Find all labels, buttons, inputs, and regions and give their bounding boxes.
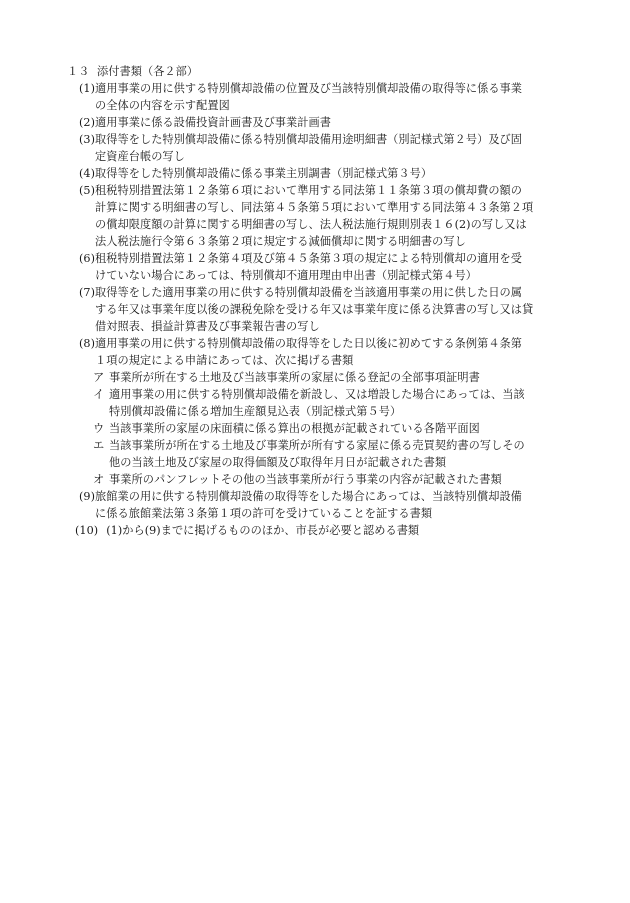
- item-text-line: 租税特別措置法第１２条第６項において準用する同法第１１条第３項の償却費の額の: [95, 184, 523, 197]
- item-text-line: の全体の内容を示す配置図: [95, 99, 230, 112]
- item-text-line: 取得等をした特別償却設備に係る特別償却設備用途明細書（別記様式第２号）及び固: [95, 133, 523, 146]
- sub-item-text-line: 他の当該土地及び家屋の取得価額及び取得年月日が記載された書類: [109, 456, 447, 469]
- item-text-line: 定資産台帳の写し: [95, 150, 185, 163]
- sub-item: [67, 420, 587, 437]
- item-number: (4): [79, 167, 95, 180]
- section-heading: 添付書類（各２部）: [97, 65, 199, 78]
- item-text-line: に係る旅館業法第３条第１項の許可を受けていることを証する書類: [95, 507, 433, 520]
- sub-item-text-line: 当該事業所が所在する土地及び事業所が所有する家屋に係る売買契約書の写しその: [109, 439, 525, 452]
- list-item: [67, 182, 587, 250]
- list-item: [67, 522, 587, 539]
- item-text-line: する年又は事業年度以後の課税免除を受ける年又は事業年度に係る決算書の写し又は貸: [95, 303, 534, 316]
- list-item: [67, 165, 587, 182]
- item-text-line: 租税特別措置法第１２条第４項及び第４５条第３項の規定による特別償却の適用を受: [95, 252, 523, 265]
- item-text-line: 計算に関する明細書の写し、同法第４５条第５項において準用する同法第４３条第２項: [95, 201, 534, 214]
- sub-item-marker: ア: [93, 371, 105, 384]
- sub-item: [67, 386, 587, 420]
- item-text-line: (1)から(9)までに掲げるもののほか、市長が必要と認める書類: [95, 524, 420, 537]
- item-number: (7): [79, 286, 95, 299]
- list-item: [67, 80, 587, 114]
- sub-item: [67, 437, 587, 471]
- item-text-line: １項の規定による申請にあっては、次に掲げる書類: [95, 354, 354, 367]
- sub-item: [67, 369, 587, 386]
- section-number: １３: [67, 65, 90, 78]
- item-number: (3): [79, 133, 95, 146]
- list-item: [67, 488, 587, 522]
- sub-item-text-line: 事業所のパンフレットその他の当該事業所が行う事業の内容が記載された書類: [109, 473, 502, 486]
- item-text-line: 適用事業の用に供する特別償却設備の取得等をした日以後に初めてする条例第４条第: [95, 337, 523, 350]
- list-item: [67, 114, 587, 131]
- item-text-line: 適用事業に係る設備投資計画書及び事業計画書: [95, 116, 331, 129]
- item-text-line: 適用事業の用に供する特別償却設備の位置及び当該特別償却設備の取得等に係る事業: [95, 82, 523, 95]
- item-text-line: けていない場合にあっては、特別償却不適用理由申出書（別記様式第４号）: [95, 269, 477, 282]
- item-number: (5): [79, 184, 95, 197]
- sub-item: [67, 471, 587, 488]
- sub-item-text-line: 事業所が所在する土地及び当該事業所の家屋に係る登記の全部事項証明書: [109, 371, 480, 384]
- item-number: (10): [75, 524, 99, 537]
- item-text-line: 取得等をした特別償却設備に係る事業主別調書（別記様式第３号）: [95, 167, 433, 180]
- item-number: (9): [79, 490, 95, 503]
- sub-item-text-line: 当該事業所の家屋の床面積に係る算出の根拠が記載されている各階平面図: [109, 422, 480, 435]
- item-number: (8): [79, 337, 95, 350]
- item-text-line: 法人税法施行令第６３条第２項に規定する減価償却に関する明細書の写し: [95, 235, 466, 248]
- sub-item-marker: オ: [93, 473, 105, 486]
- item-text-line: 借対照表、損益計算書及び事業報告書の写し: [95, 320, 320, 333]
- sub-item-marker: イ: [93, 388, 105, 401]
- list-item: [67, 250, 587, 284]
- list-item: [67, 335, 587, 369]
- list-item: [67, 284, 587, 335]
- item-number: (6): [79, 252, 95, 265]
- sub-item-text-line: 適用事業の用に供する特別償却設備を新設し、又は増設した場合にあっては、当該: [109, 388, 525, 401]
- attachment-list: [67, 63, 587, 539]
- sub-item-marker: エ: [93, 439, 105, 452]
- item-number: (1): [79, 82, 95, 95]
- sub-item-text-line: 特別償却設備に係る増加生産額見込表（別記様式第５号）: [109, 405, 402, 418]
- section-title: [67, 63, 587, 80]
- item-number: (2): [79, 116, 95, 129]
- list-item: [67, 131, 587, 165]
- item-text-line: 旅館業の用に供する特別償却設備の取得等をした場合にあっては、当該特別償却設備: [95, 490, 522, 503]
- item-list: [67, 80, 587, 539]
- item-text-line: 取得等をした適用事業の用に供する特別償却設備を当該適用事業の用に供した日の属: [95, 286, 523, 299]
- sub-item-marker: ウ: [93, 422, 105, 435]
- item-text-line: の償却限度額の計算に関する明細書の写し、法人税法施行規則別表１６(2)の写し又は: [95, 218, 527, 231]
